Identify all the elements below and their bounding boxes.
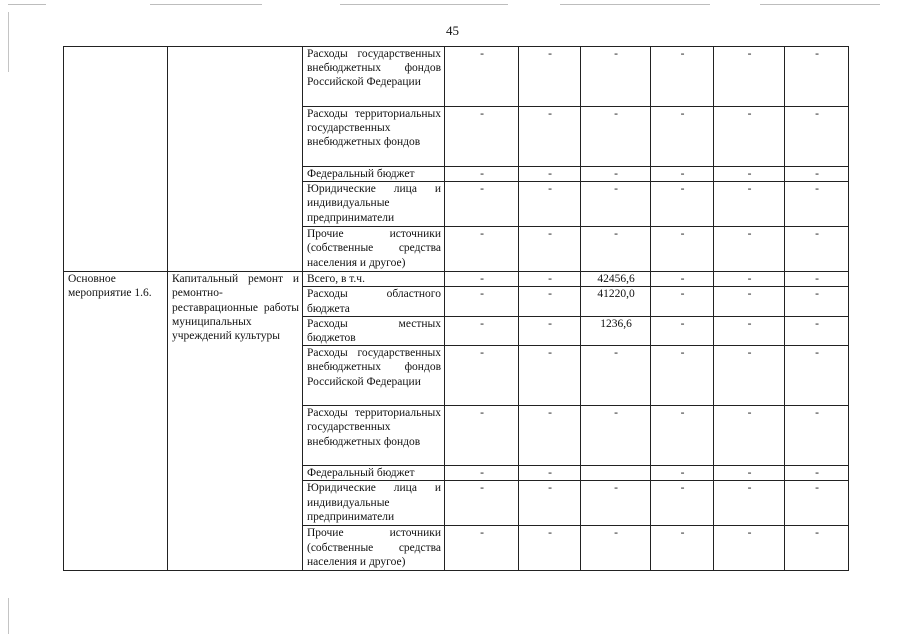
scan-top-rule [8, 4, 46, 5]
scan-left-rule [8, 12, 9, 72]
value-cell: - [651, 481, 714, 526]
value-cell: - [445, 466, 519, 481]
value-cell: - [519, 287, 581, 316]
funding-source-cell: Прочие источники (собственные средства населения и другое) [303, 526, 445, 571]
value-cell: - [651, 107, 714, 167]
value-cell: - [785, 107, 849, 167]
funding-source-cell: Расходы местных бюджетов [303, 316, 445, 345]
value-cell: - [445, 316, 519, 345]
table-row [64, 272, 849, 287]
budget-table [63, 46, 849, 571]
value-cell: - [581, 481, 651, 526]
budget-table-body [64, 47, 849, 571]
funding-source-cell: Расходы территориальных государственных внебюджетных фондов [303, 406, 445, 466]
value-cell: - [445, 272, 519, 287]
description-cell-empty [168, 47, 303, 272]
funding-source-cell: Федеральный бюджет [303, 466, 445, 481]
value-cell: - [714, 167, 785, 182]
value-cell: - [581, 227, 651, 272]
value-cell: - [785, 272, 849, 287]
value-cell: - [714, 47, 785, 107]
event-title-cell: Основное мероприятие 1.6. [64, 272, 168, 571]
funding-source-cell: Федеральный бюджет [303, 167, 445, 182]
value-cell: - [519, 481, 581, 526]
value-cell: 42456,6 [581, 272, 651, 287]
value-cell: - [714, 481, 785, 526]
scan-top-rule [340, 4, 508, 5]
value-cell: - [651, 272, 714, 287]
value-cell: - [519, 526, 581, 571]
value-cell: - [519, 406, 581, 466]
value-cell: - [785, 466, 849, 481]
value-cell: - [785, 481, 849, 526]
funding-source-cell: Прочие источники (собственные средства населения и другое) [303, 227, 445, 272]
value-cell: - [714, 287, 785, 316]
funding-source-cell: Всего, в т.ч. [303, 272, 445, 287]
value-cell: - [581, 406, 651, 466]
value-cell: - [519, 466, 581, 481]
value-cell: - [785, 406, 849, 466]
value-cell: - [714, 346, 785, 406]
value-cell: - [445, 107, 519, 167]
page-number: 45 [446, 23, 459, 38]
funding-source-cell: Расходы территориальных государственных внебюджетных фондов [303, 107, 445, 167]
value-cell: - [714, 466, 785, 481]
value-cell: - [785, 167, 849, 182]
value-cell: - [714, 182, 785, 227]
scan-top-rule [150, 4, 262, 5]
event-cell-empty [64, 47, 168, 272]
value-cell: - [445, 481, 519, 526]
value-cell: - [519, 316, 581, 345]
funding-source-cell: Расходы государственных внебюджетных фондов Российской Федерации [303, 346, 445, 406]
value-cell: - [519, 227, 581, 272]
value-cell: - [785, 316, 849, 345]
value-cell: - [581, 47, 651, 107]
value-cell: - [445, 167, 519, 182]
value-cell: - [581, 107, 651, 167]
value-cell: - [651, 182, 714, 227]
value-cell: - [651, 227, 714, 272]
funding-source-cell: Юридические лица и индивидуальные предприниматели [303, 481, 445, 526]
value-cell: - [445, 227, 519, 272]
value-cell: - [651, 316, 714, 345]
value-cell: - [651, 167, 714, 182]
value-cell: - [785, 526, 849, 571]
value-cell: - [714, 272, 785, 287]
value-cell: - [445, 47, 519, 107]
value-cell: - [651, 406, 714, 466]
value-cell: - [785, 287, 849, 316]
value-cell: - [519, 107, 581, 167]
value-cell: - [519, 167, 581, 182]
value-cell: - [445, 182, 519, 227]
value-cell: - [581, 167, 651, 182]
value-cell: - [714, 316, 785, 345]
value-cell: - [445, 526, 519, 571]
value-cell: - [445, 346, 519, 406]
value-cell: - [581, 182, 651, 227]
value-cell: 41220,0 [581, 287, 651, 316]
scan-top-rule [760, 4, 880, 5]
value-cell: - [519, 47, 581, 107]
value-cell: - [651, 287, 714, 316]
scan-left-rule [8, 598, 9, 634]
value-cell: - [651, 346, 714, 406]
value-cell: - [519, 346, 581, 406]
value-cell: - [651, 526, 714, 571]
value-cell: - [714, 107, 785, 167]
value-cell: - [445, 406, 519, 466]
value-cell: - [785, 182, 849, 227]
value-cell: - [714, 227, 785, 272]
funding-source-cell: Юридические лица и индивидуальные предприниматели [303, 182, 445, 227]
value-cell: - [714, 406, 785, 466]
value-cell: - [714, 526, 785, 571]
scan-top-rule [560, 4, 710, 5]
value-cell: - [581, 346, 651, 406]
event-description-cell: Капитальный ремонт и ремонтно-реставрационные работы муниципальных учреждений культуры [168, 272, 303, 571]
value-cell: - [785, 346, 849, 406]
value-cell: - [445, 287, 519, 316]
value-cell [581, 466, 651, 481]
funding-source-cell: Расходы областного бюджета [303, 287, 445, 316]
funding-source-cell: Расходы государственных внебюджетных фондов Российской Федерации [303, 47, 445, 107]
value-cell: - [785, 47, 849, 107]
value-cell: - [785, 227, 849, 272]
table-row [64, 47, 849, 107]
value-cell: - [519, 182, 581, 227]
value-cell: - [581, 526, 651, 571]
value-cell: - [651, 466, 714, 481]
value-cell: - [519, 272, 581, 287]
value-cell: 1236,6 [581, 316, 651, 345]
value-cell: - [651, 47, 714, 107]
